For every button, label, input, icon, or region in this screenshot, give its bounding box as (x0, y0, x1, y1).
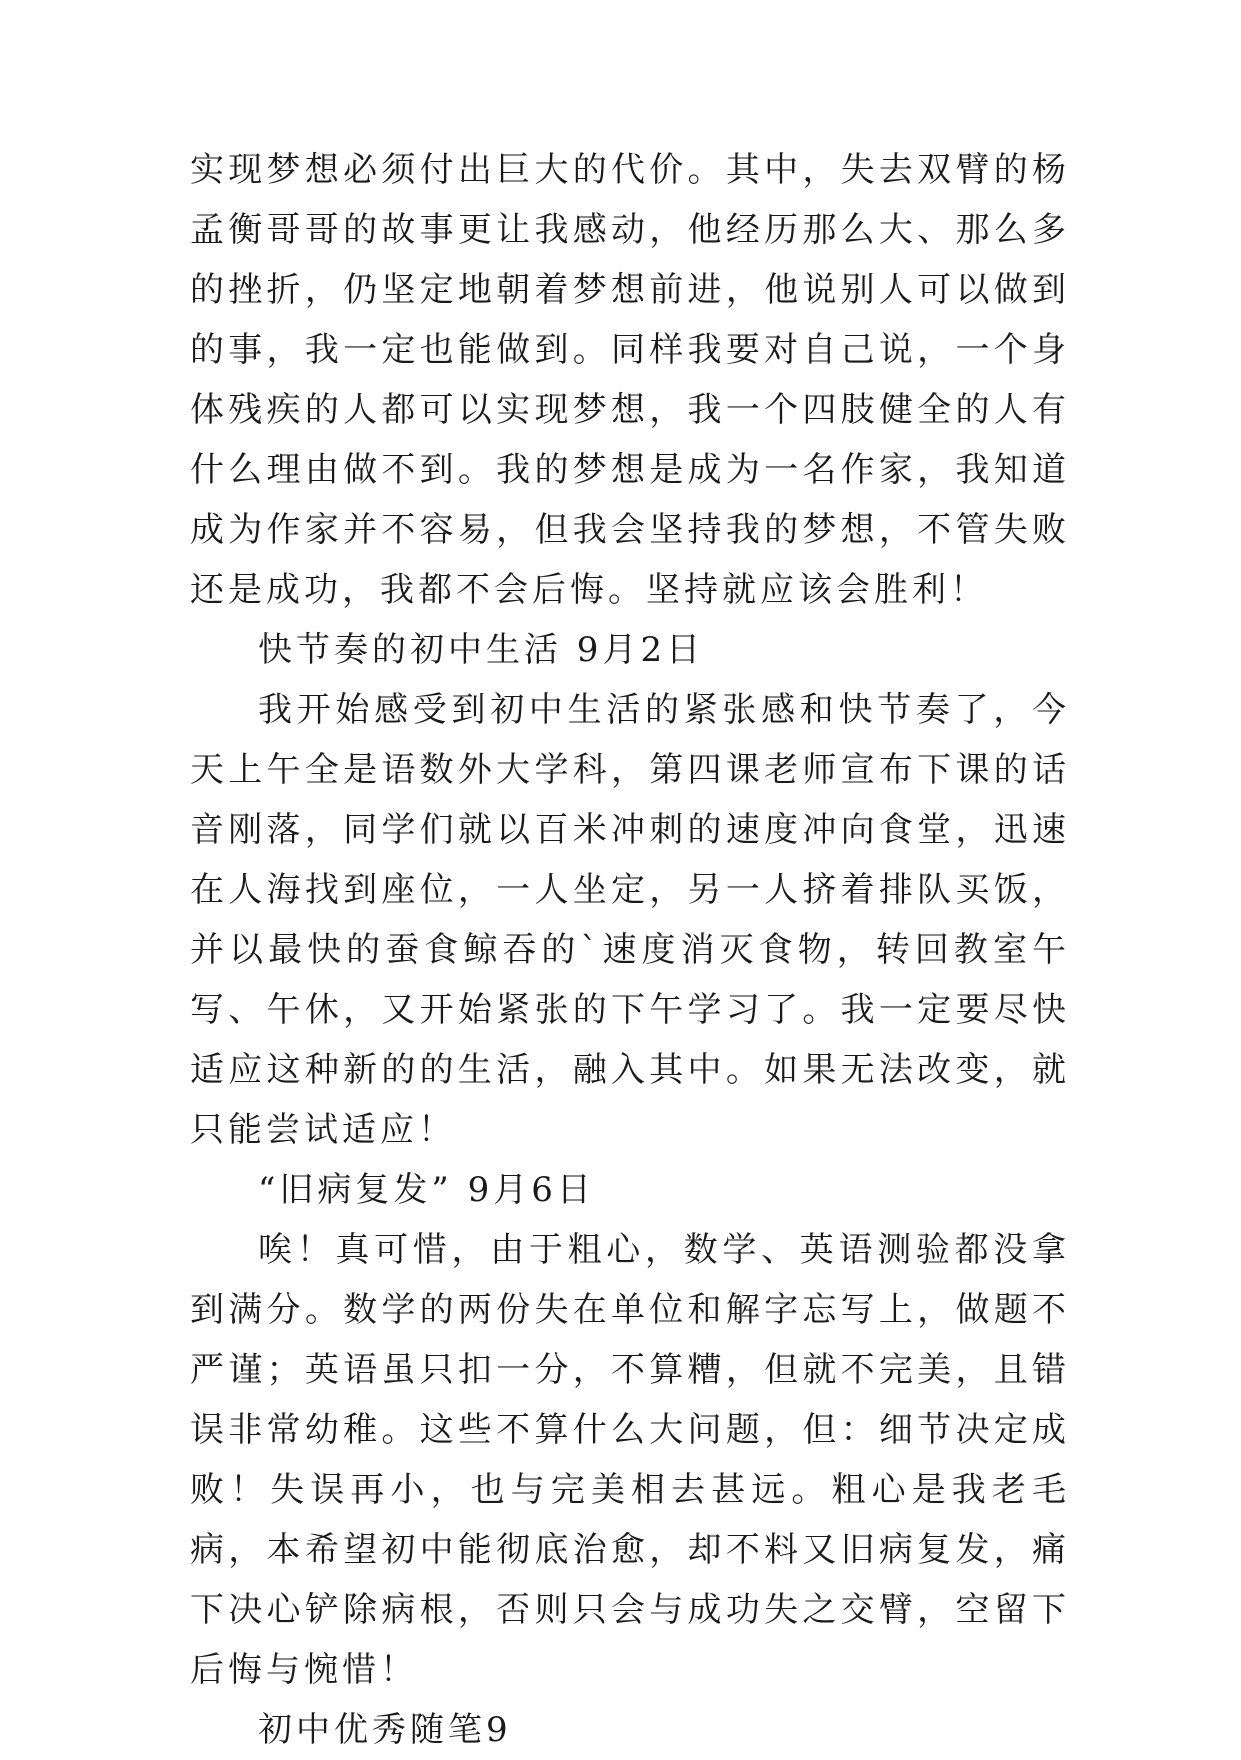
section-heading-old-illness: “旧病复发” 9月6日 (258, 1170, 595, 1210)
section-heading-essay-9: 初中优秀随笔9 (258, 1710, 512, 1750)
document-body (190, 140, 1070, 1760)
paragraph-fast-pace: 我开始感受到初中生活的紧张感和快节奏了，今天上午全是语数外大学科，第四课老师宣布下课的话音刚落，同学们就以百米冲刺的速度冲向食堂，迅速在人海找到座位，一人坐定，另一人挤着排队买饭，并以最快的蚕食鲸吞的`速度消灭食物，转回教室午写、午休，又开始紧张的下午学习了。我一定要尽快适应这种新的的生活，融入其中。如果无法改变，就只能尝试适应！ (190, 690, 1070, 1150)
paragraph-dream: 实现梦想必须付出巨大的代价。其中，失去双臂的杨孟衡哥哥的故事更让我感动，他经历那么大、那么多的挫折，仍坚定地朝着梦想前进，他说别人可以做到的事，我一定也能做到。同样我要对自己说，一个身体残疾的人都可以实现梦想，我一个四肢健全的人有什么理由做不到。我的梦想是成为一名作家，我知道成为作家并不容易，但我会坚持我的梦想，不管失败还是成功，我都不会后悔。坚持就应该会胜利！ (190, 150, 1070, 610)
paragraph-old-illness: 唉！真可惜，由于粗心，数学、英语测验都没拿到满分。数学的两份失在单位和解字忘写上，做题不严谨；英语虽只扣一分，不算糟，但就不完美，且错误非常幼稚。这些不算什么大问题，但：细节决定成败！失误再小，也与完美相去甚远。粗心是我老毛病，本希望初中能彻底治愈，却不料又旧病复发，痛下决心铲除病根，否则只会与成功失之交臂，空留下后悔与惋惜！ (190, 1230, 1070, 1690)
section-heading-fast-pace: 快节奏的初中生活 9月2日 (258, 630, 705, 670)
